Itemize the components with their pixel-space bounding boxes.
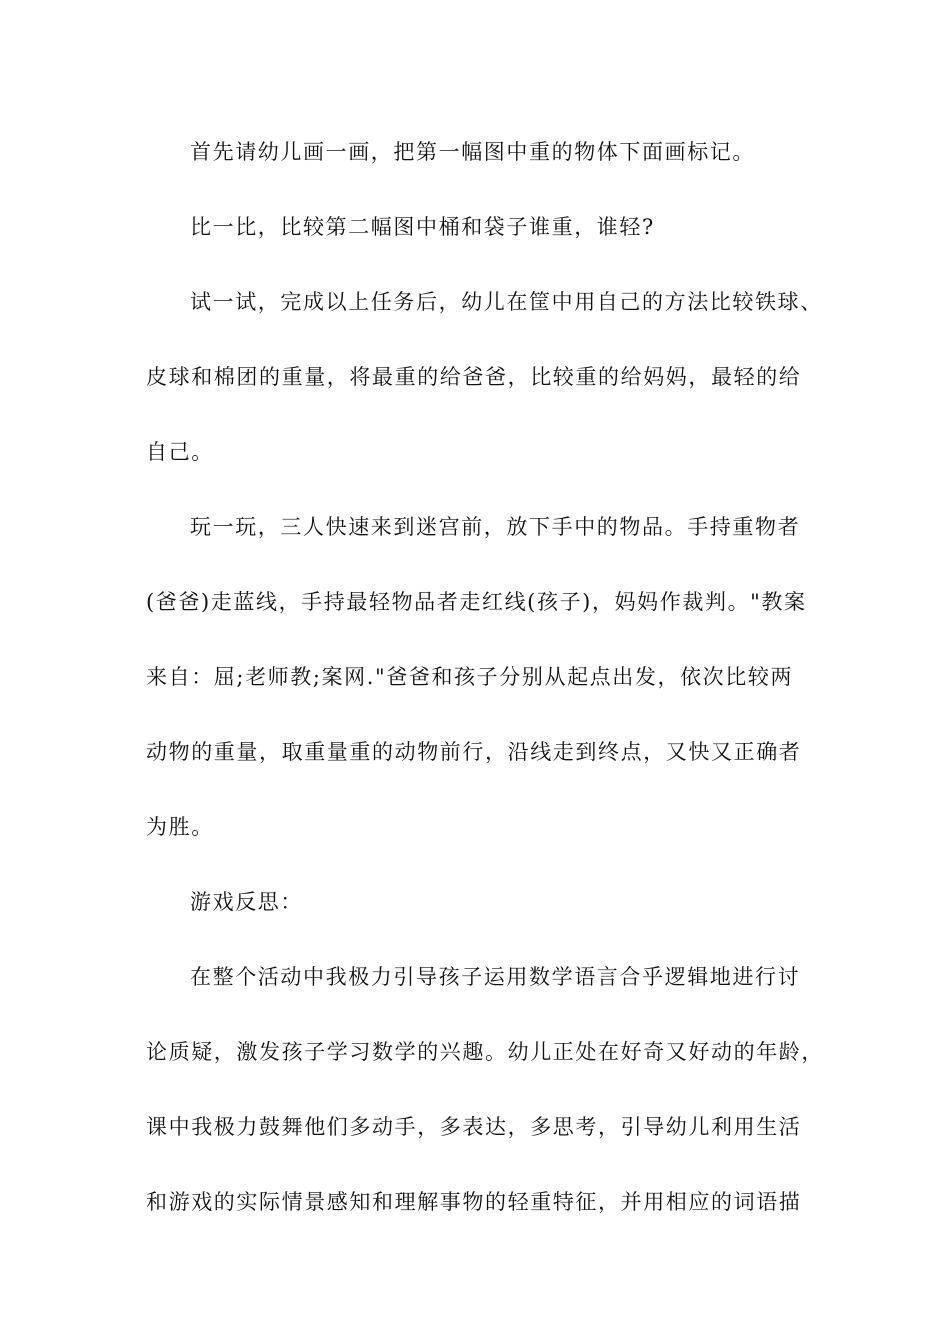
paragraph-play-line-3: 来自：屈;老师教;案网."爸爸和孩子分别从起点出发，依次比较两 [146, 665, 794, 689]
paragraph-reflection-line-3: 课中我极力鼓舞他们多动手，多表达，多思考，引导幼儿利用生活 [146, 1115, 802, 1139]
paragraph-try-line-2: 皮球和棉团的重量，将最重的给爸爸，比较重的给妈妈，最轻的给 [146, 365, 802, 389]
paragraph-play-line-2: (爸爸)走蓝线，手持最轻物品者走红线(孩子)，妈妈作裁判。"教案 [146, 590, 807, 614]
paragraph-play-line-5: 为胜。 [146, 815, 214, 839]
paragraph-try-line-3: 自己。 [146, 440, 214, 464]
paragraph-compare-line: 比一比，比较第二幅图中桶和袋子谁重，谁轻? [190, 215, 655, 239]
paragraph-play-line-4: 动物的重量，取重量重的动物前行，沿线走到终点，又快又正确者 [146, 740, 802, 764]
paragraph-play-line-1: 玩一玩，三人快速来到迷宫前，放下手中的物品。手持重物者 [190, 515, 801, 539]
paragraph-reflection-line-4: 和游戏的实际情景感知和理解事物的轻重特征，并用相应的词语描 [146, 1190, 802, 1214]
paragraph-draw-line: 首先请幼儿画一画，把第一幅图中重的物体下面画标记。 [190, 140, 755, 164]
paragraph-reflection-line-2: 论质疑，激发孩子学习数学的兴趣。幼儿正处在好奇又好动的年龄， [146, 1040, 824, 1064]
paragraph-reflection-line-1: 在整个活动中我极力引导孩子运用数学语言合乎逻辑地进行讨 [190, 965, 801, 989]
paragraph-try-line-1: 试一试，完成以上任务后，幼儿在筐中用自己的方法比较铁球、 [190, 290, 823, 314]
section-heading-reflection: 游戏反思： [190, 890, 303, 914]
